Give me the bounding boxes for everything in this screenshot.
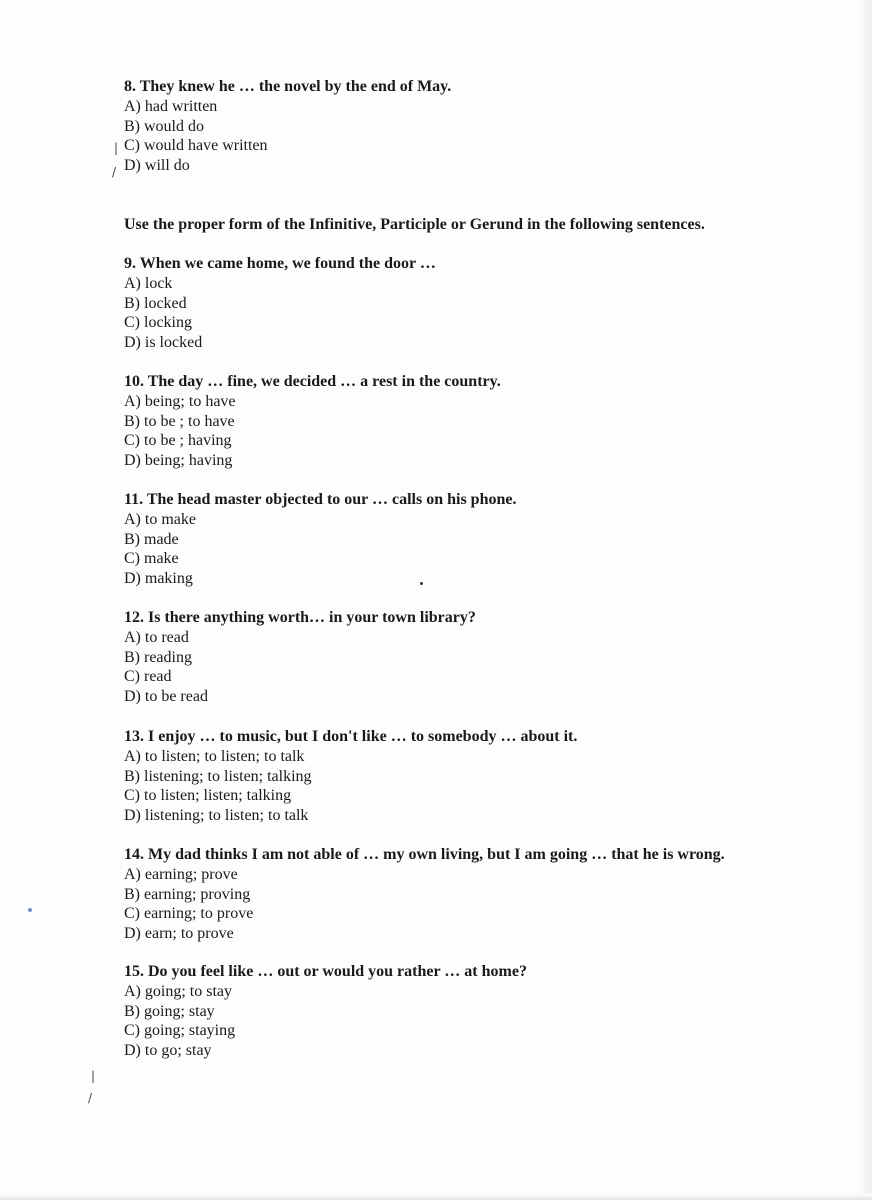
page-edge-shadow <box>858 0 872 1200</box>
question-9-option-a: A) lock <box>124 275 173 292</box>
question-15-option-b: B) going; stay <box>124 1002 215 1020</box>
question-8-option-b: B) would do <box>124 117 204 135</box>
question-13-option-a: A) to listen; to listen; to talk <box>124 748 305 765</box>
question-12-option-d: D) to be read <box>124 688 208 706</box>
question-15-option-d: D) to go; stay <box>124 1042 212 1060</box>
question-14-option-a: A) earning; prove <box>124 866 238 883</box>
question-11 <box>124 490 824 589</box>
page-bottom-edge <box>0 1194 872 1200</box>
pencil-tick-mark: | <box>114 141 119 155</box>
question-12-option-b: B) reading <box>124 648 192 666</box>
question-12 <box>124 608 824 707</box>
pencil-tick-mark: / <box>88 1091 93 1105</box>
question-11-text: 11. The head master objected to our … calls on his phone. <box>124 491 517 508</box>
question-15-option-a: A) going; to stay <box>124 983 232 1000</box>
question-15 <box>124 962 824 1061</box>
question-8-text: 8. They knew he … the novel by the end of May. <box>124 78 452 95</box>
question-9-text: 9. When we came home, we found the door … <box>124 255 436 272</box>
question-15-text: 15. Do you feel like … out or would you rather … at home? <box>124 963 527 980</box>
question-8-option-d: D) will do <box>124 157 190 175</box>
section-instruction: Use the proper form of the Infinitive, Participle or Gerund in the following sentences. <box>124 216 705 233</box>
question-14-option-b: B) earning; proving <box>124 885 251 903</box>
question-9-option-c: C) locking <box>124 314 192 332</box>
question-10-option-c: C) to be ; having <box>124 432 232 450</box>
question-14-option-d: D) earn; to prove <box>124 925 234 943</box>
question-9 <box>124 254 824 353</box>
question-14-option-c: C) earning; to prove <box>124 905 254 923</box>
pencil-tick-mark: / <box>112 165 117 179</box>
scan-speck <box>420 582 423 585</box>
question-11-option-d: D) making <box>124 570 193 588</box>
question-10-option-d: D) being; having <box>124 452 233 470</box>
question-10-option-b: B) to be ; to have <box>124 412 235 430</box>
question-10-text: 10. The day … fine, we decided … a rest in the country. <box>124 373 501 390</box>
question-12-text: 12. Is there anything worth… in your town library? <box>124 609 476 626</box>
question-12-option-c: C) read <box>124 668 172 686</box>
question-12-option-a: A) to read <box>124 629 189 646</box>
question-13-text: 13. I enjoy … to music, but I don't like … to somebody … about it. <box>124 728 578 745</box>
question-11-option-b: B) made <box>124 530 179 548</box>
question-15-option-c: C) going; staying <box>124 1022 236 1040</box>
question-9-option-d: D) is locked <box>124 334 203 352</box>
question-8-option-a: A) had written <box>124 98 218 115</box>
question-13-option-b: B) listening; to listen; talking <box>124 767 312 785</box>
question-14-text: 14. My dad thinks I am not able of … my own living, but I am going … that he is wrong. <box>124 846 725 863</box>
question-8 <box>124 77 824 176</box>
question-9-option-b: B) locked <box>124 294 187 312</box>
scan-speck <box>28 908 32 912</box>
question-10-option-a: A) being; to have <box>124 393 236 410</box>
question-11-option-c: C) make <box>124 550 179 568</box>
question-10 <box>124 372 824 471</box>
question-14 <box>124 845 854 944</box>
question-8-option-c: C) would have written <box>124 137 268 155</box>
pencil-tick-mark: | <box>91 1069 96 1083</box>
question-13 <box>124 727 824 826</box>
question-13-option-c: C) to listen; listen; talking <box>124 787 292 805</box>
question-11-option-a: A) to make <box>124 511 196 528</box>
question-13-option-d: D) listening; to listen; to talk <box>124 807 309 825</box>
